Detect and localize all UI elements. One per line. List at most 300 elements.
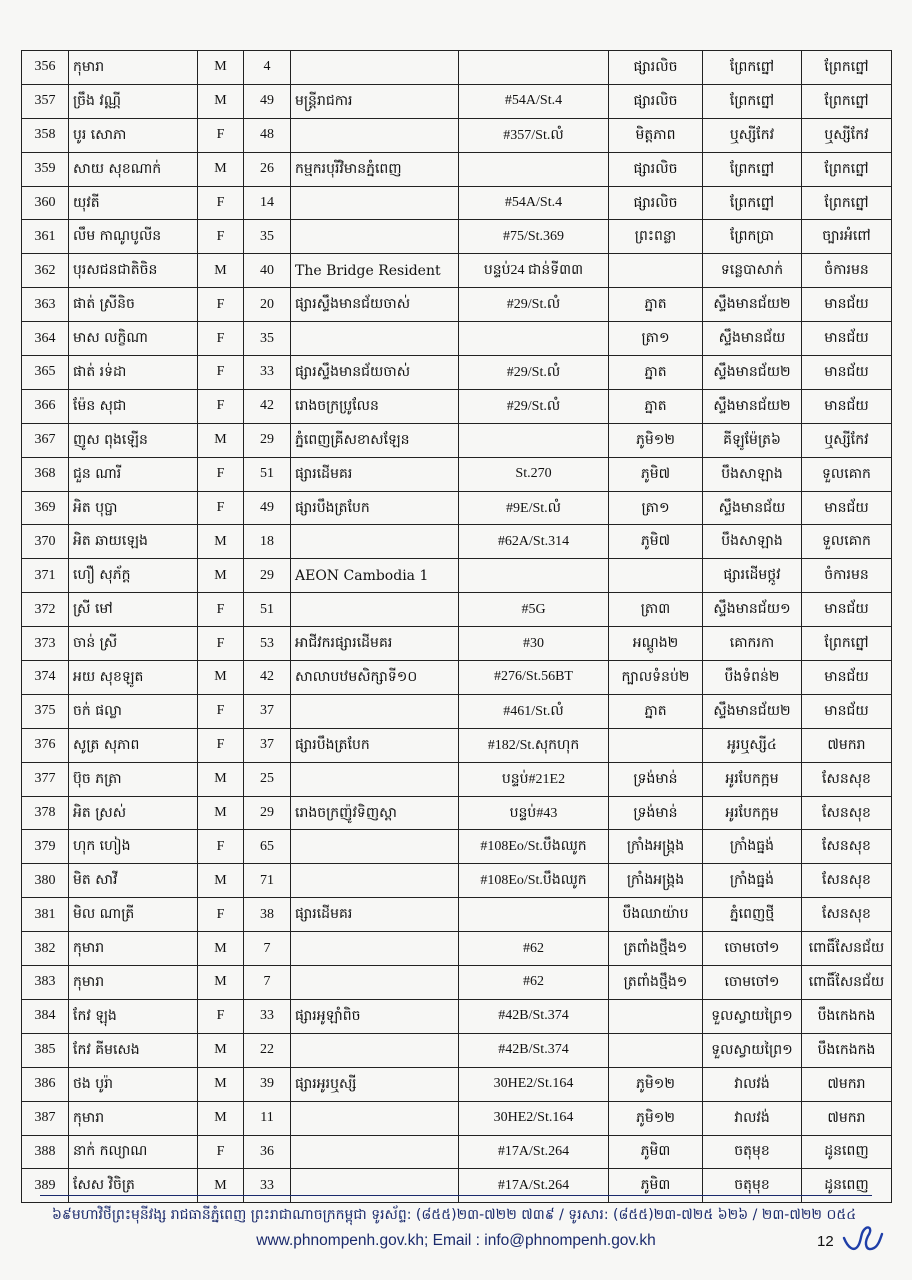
commune-cell: ទួលស្វាយព្រៃ១ [703,999,802,1033]
district-cell: ព្រែកព្នៅ [802,627,892,661]
commune-cell: ឬស្សីកែវ [703,118,802,152]
house-address-cell: #42B/St.374 [459,1033,609,1067]
age-cell: 18 [244,525,291,559]
person-name: កុមារា [69,51,198,85]
table-row [22,186,892,220]
sex-cell: M [198,864,244,898]
village-cell: ភូមិ១២ [609,423,703,457]
sex-cell: M [198,966,244,1000]
table-row [22,152,892,186]
commune-cell: ស្ទឹងមានជ័យ២ [703,288,802,322]
district-cell: ព្រែកព្នៅ [802,152,892,186]
age-cell: 42 [244,389,291,423]
sex-cell: F [198,491,244,525]
person-name: បុរសជនជាតិចិន [69,254,198,288]
village-cell: ទ្រង់មាន់ [609,762,703,796]
row-number: 370 [22,525,69,559]
workplace-cell: អាជីវករផ្សារដើមគរ [291,627,459,661]
age-cell: 14 [244,186,291,220]
table-row [22,762,892,796]
sex-cell: F [198,1135,244,1169]
sex-cell: F [198,627,244,661]
house-address-cell [459,322,609,356]
table-row [22,356,892,390]
person-name: កុមារា [69,1101,198,1135]
commune-cell: ទួលស្វាយព្រៃ១ [703,1033,802,1067]
sex-cell: M [198,423,244,457]
workplace-cell [291,1169,459,1203]
workplace-cell [291,593,459,627]
table-row [22,593,892,627]
row-number: 365 [22,356,69,390]
village-cell [609,254,703,288]
person-name: ស្រី មៅ [69,593,198,627]
person-name: លឹម កាណូបូលីន [69,220,198,254]
row-number: 383 [22,966,69,1000]
district-cell: មានជ័យ [802,694,892,728]
age-cell: 7 [244,932,291,966]
person-name: ចាន់ ស្រី [69,627,198,661]
person-name: មិត សាវី [69,864,198,898]
person-name: សូត្រ សុភាព [69,728,198,762]
workplace-cell [291,762,459,796]
village-cell: ផ្សារលិច [609,51,703,85]
table-row [22,932,892,966]
commune-cell: ក្រាំងធ្នង់ [703,830,802,864]
age-cell: 71 [244,864,291,898]
workplace-cell [291,186,459,220]
row-number: 373 [22,627,69,661]
village-cell: ព្រះពន្លា [609,220,703,254]
commune-cell: ព្រែកប្រា [703,220,802,254]
table-row [22,999,892,1033]
commune-cell: វាលវង់ [703,1101,802,1135]
village-cell: ភ្នាត [609,694,703,728]
house-address-cell: បន្ទប់#43 [459,796,609,830]
person-name: ផាត់ រទ់ដា [69,356,198,390]
table-row [22,84,892,118]
house-address-cell: 30HE2/St.164 [459,1067,609,1101]
age-cell: 39 [244,1067,291,1101]
district-cell: ចំការមន [802,559,892,593]
district-cell: មានជ័យ [802,356,892,390]
row-number: 362 [22,254,69,288]
workplace-cell: មន្ត្រីរាជការ [291,84,459,118]
person-name: ថង បូរ៉ា [69,1067,198,1101]
workplace-cell: ភ្នំពេញគ្រីសខាសឡែន [291,423,459,457]
person-name: បូរ សោភា [69,118,198,152]
house-address-cell: #29/St.លំ [459,356,609,390]
age-cell: 29 [244,559,291,593]
workplace-cell: ផ្សារដើមគរ [291,898,459,932]
person-name: ផាត់ ស្រីនិច [69,288,198,322]
district-cell: ទួលគោក [802,457,892,491]
handwritten-initial-mark [836,1218,886,1258]
table-row [22,1169,892,1203]
house-address-cell: #62A/St.314 [459,525,609,559]
table-row [22,254,892,288]
row-number: 376 [22,728,69,762]
table-row [22,423,892,457]
age-cell: 37 [244,728,291,762]
house-address-cell: St.270 [459,457,609,491]
village-cell: ភូមិ១២ [609,1067,703,1101]
person-name: ជួន ណារី [69,457,198,491]
sex-cell: M [198,762,244,796]
age-cell: 53 [244,627,291,661]
village-cell: ភ្នាត [609,356,703,390]
district-cell: ៧មករា [802,1067,892,1101]
sex-cell: M [198,932,244,966]
table-row [22,728,892,762]
age-cell: 11 [244,1101,291,1135]
district-cell: មានជ័យ [802,322,892,356]
house-address-cell: #17A/St.264 [459,1169,609,1203]
workplace-cell: ផ្សារស្ទឹងមានជ័យចាស់ [291,288,459,322]
person-name: ម៉ែន សុជា [69,389,198,423]
row-number: 372 [22,593,69,627]
commune-cell: ភ្នំពេញថ្មី [703,898,802,932]
house-address-cell [459,559,609,593]
table-row [22,51,892,85]
row-number: 361 [22,220,69,254]
table-row [22,559,892,593]
house-address-cell: #357/St.លំ [459,118,609,152]
person-name: អិត បុប្ផា [69,491,198,525]
village-cell: ភ្នាត [609,389,703,423]
table-row [22,830,892,864]
age-cell: 49 [244,491,291,525]
district-cell: ព្រែកព្នៅ [802,186,892,220]
workplace-cell [291,864,459,898]
table-row [22,898,892,932]
age-cell: 7 [244,966,291,1000]
commune-cell: ផ្សារដើមថ្កូវ [703,559,802,593]
village-cell: ក្បាលទំនប់២ [609,661,703,695]
age-cell: 25 [244,762,291,796]
district-cell: ៧មករា [802,1101,892,1135]
age-cell: 51 [244,593,291,627]
sex-cell: M [198,1101,244,1135]
village-cell: មិត្តភាព [609,118,703,152]
workplace-cell: ផ្សារអូឡាំពិច [291,999,459,1033]
village-cell: ទ្រង់មាន់ [609,796,703,830]
age-cell: 33 [244,356,291,390]
footer-address: ៦៩មហាវិថីព្រះមុនីវង្ស រាជធានីភ្នំពេញ ព្រះរាជាណាចក្រកម្ពុជា ទូរស័ព្ទ: (៨៥៥)២៣-៧២២ ៧៣៩ / ទូរសារ: (៨៥៥)២៣-៧២៥ ៦២៦ / ២៣-៧២២ ០៥៤ [52,1207,857,1223]
village-cell: ផ្សារលិច [609,186,703,220]
workplace-cell [291,830,459,864]
footer-divider [40,1195,872,1196]
sex-cell: F [198,457,244,491]
person-name: មាស លក្ខិណា [69,322,198,356]
workplace-cell: សាលាបឋមសិក្សាទី១០ [291,661,459,695]
district-cell: សែនសុខ [802,762,892,796]
age-cell: 20 [244,288,291,322]
person-name: អយ សុខឡូត [69,661,198,695]
district-cell: សែនសុខ [802,864,892,898]
workplace-cell: AEON Cambodia 1 [291,559,459,593]
district-cell: ឬស្សីកែវ [802,423,892,457]
age-cell: 37 [244,694,291,728]
village-cell [609,559,703,593]
district-cell: ព្រែកព្នៅ [802,84,892,118]
sex-cell: F [198,830,244,864]
district-cell: ៧មករា [802,728,892,762]
commune-cell: ចតុមុខ [703,1135,802,1169]
row-number: 374 [22,661,69,695]
person-name: ញូស ពុងឡើន [69,423,198,457]
person-name: ច្រឹង វណ្ណី [69,84,198,118]
table-row [22,457,892,491]
district-cell: មានជ័យ [802,491,892,525]
house-address-cell: #461/St.លំ [459,694,609,728]
village-cell: ភ្នាត [609,288,703,322]
village-cell: ភូមិ១២ [609,1101,703,1135]
workplace-cell [291,118,459,152]
commune-cell: ស្ទឹងមានជ័យ [703,491,802,525]
house-address-cell: #182/St.សុកហុក [459,728,609,762]
workplace-cell [291,966,459,1000]
age-cell: 38 [244,898,291,932]
sex-cell: M [198,559,244,593]
person-name: សែស វិចិត្រ [69,1169,198,1203]
row-number: 367 [22,423,69,457]
workplace-cell: កម្មករបុរីវិមានភ្នំពេញ [291,152,459,186]
age-cell: 40 [244,254,291,288]
sex-cell: M [198,796,244,830]
district-cell: សែនសុខ [802,796,892,830]
row-number: 369 [22,491,69,525]
sex-cell: M [198,661,244,695]
village-cell: ត្រពាំងថ្មឹង១ [609,966,703,1000]
commune-cell: ស្ទឹងមានជ័យ [703,322,802,356]
village-cell [609,999,703,1033]
row-number: 358 [22,118,69,152]
commune-cell: វាលវង់ [703,1067,802,1101]
table-row [22,1135,892,1169]
commune-cell: ចោមចៅ១ [703,966,802,1000]
row-number: 378 [22,796,69,830]
district-cell: ទួលគោក [802,525,892,559]
row-number: 360 [22,186,69,220]
sex-cell: F [198,694,244,728]
person-name: ហុក ហៀង [69,830,198,864]
village-cell: ផ្សារលិច [609,152,703,186]
row-number: 384 [22,999,69,1033]
house-address-cell: #29/St.លំ [459,389,609,423]
house-address-cell: #9E/St.លំ [459,491,609,525]
district-cell: សែនសុខ [802,830,892,864]
row-number: 363 [22,288,69,322]
person-name: កុមារា [69,932,198,966]
age-cell: 49 [244,84,291,118]
house-address-cell: បន្ទប់24 ជាន់ទី៣៣ [459,254,609,288]
sex-cell: F [198,322,244,356]
row-number: 357 [22,84,69,118]
house-address-cell: #276/St.56BT [459,661,609,695]
workplace-cell: រោងចក្រប្រូលែន [291,389,459,423]
commune-cell: គីឡូម៉ែត្រ៦ [703,423,802,457]
village-cell: ក្រាំងអង្រ្កង [609,864,703,898]
sex-cell: F [198,356,244,390]
house-address-cell: #108Eo/St.បឹងឈូក [459,830,609,864]
village-cell: ត្រា៣ [609,593,703,627]
sex-cell: M [198,1169,244,1203]
age-cell: 48 [244,118,291,152]
commune-cell: ព្រែកព្នៅ [703,152,802,186]
sex-cell: F [198,999,244,1033]
table-row [22,1101,892,1135]
commune-cell: ទន្លេបាសាក់ [703,254,802,288]
sex-cell: F [198,118,244,152]
age-cell: 33 [244,1169,291,1203]
district-cell: ព្រែកព្នៅ [802,51,892,85]
age-cell: 4 [244,51,291,85]
district-cell: ដូនពេញ [802,1135,892,1169]
age-cell: 33 [244,999,291,1033]
workplace-cell: ផ្សារអូរឬស្សី [291,1067,459,1101]
row-number: 382 [22,932,69,966]
commune-cell: ស្ទឹងមានជ័យ២ [703,694,802,728]
commune-cell: ចោមចៅ១ [703,932,802,966]
row-number: 356 [22,51,69,85]
table-row [22,1033,892,1067]
workplace-cell: រោងចក្រញ៉ូវទិញស្តា [291,796,459,830]
village-cell: ត្រា១ [609,491,703,525]
commune-cell: បឹងសាឡាង [703,457,802,491]
commune-cell: ព្រែកព្នៅ [703,51,802,85]
age-cell: 36 [244,1135,291,1169]
row-number: 366 [22,389,69,423]
district-cell: បឹងកេងកង [802,999,892,1033]
person-name: ប៊ុច ភត្រា [69,762,198,796]
village-cell: ភូមិ៧ [609,525,703,559]
row-number: 388 [22,1135,69,1169]
house-address-cell [459,898,609,932]
row-number: 381 [22,898,69,932]
commune-cell: គោករកា [703,627,802,661]
person-name: កុមារា [69,966,198,1000]
commune-cell: អូរបែកក្អម [703,762,802,796]
sex-cell: M [198,1067,244,1101]
age-cell: 42 [244,661,291,695]
age-cell: 65 [244,830,291,864]
workplace-cell: ផ្សារស្ទឹងមានជ័យចាស់ [291,356,459,390]
sex-cell: F [198,593,244,627]
village-cell: ភូមិ៣ [609,1135,703,1169]
house-address-cell: #30 [459,627,609,661]
workplace-cell: The Bridge Resident [291,254,459,288]
district-cell: ពោធិ៍សែនជ័យ [802,966,892,1000]
workplace-cell [291,1135,459,1169]
house-address-cell: #54A/St.4 [459,186,609,220]
workplace-cell: ផ្សារដើមគរ [291,457,459,491]
district-cell: មានជ័យ [802,661,892,695]
sex-cell: M [198,254,244,288]
house-address-cell: #75/St.369 [459,220,609,254]
sex-cell: F [198,389,244,423]
table-row [22,389,892,423]
person-name: អិត ស្រស់ [69,796,198,830]
table-row [22,118,892,152]
commune-cell: ស្ទឹងមានជ័យ១ [703,593,802,627]
house-address-cell [459,423,609,457]
sex-cell: F [198,220,244,254]
village-cell: ផ្សារលិច [609,84,703,118]
village-cell: ភូមិ៧ [609,457,703,491]
table-row [22,220,892,254]
district-cell: មានជ័យ [802,288,892,322]
village-cell: ត្រា១ [609,322,703,356]
person-name: នាក់ កល្យាណ [69,1135,198,1169]
village-cell: បឹងឈាយ៉ាប [609,898,703,932]
person-name: ចក់ ផល្លា [69,694,198,728]
house-address-cell: #29/St.លំ [459,288,609,322]
sex-cell: M [198,525,244,559]
house-address-cell: #42B/St.374 [459,999,609,1033]
district-cell: មានជ័យ [802,593,892,627]
age-cell: 35 [244,220,291,254]
district-cell: ពោធិ៍សែនជ័យ [802,932,892,966]
district-cell: មានជ័យ [802,389,892,423]
person-name: មិល ណាត្រី [69,898,198,932]
workplace-cell [291,51,459,85]
person-name: យុវតី [69,186,198,220]
commune-cell: បឹងទំពន់២ [703,661,802,695]
table-row [22,864,892,898]
footer-web-email: www.phnompenh.gov.kh; Email : info@phnompenh.gov.kh [256,1232,656,1249]
age-cell: 26 [244,152,291,186]
age-cell: 51 [244,457,291,491]
sex-cell: M [198,1033,244,1067]
table-row [22,966,892,1000]
commune-cell: អូរឬស្សី៤ [703,728,802,762]
records-table-body [22,51,892,1203]
sex-cell: M [198,84,244,118]
person-name: សាយ សុខណាក់ [69,152,198,186]
page-number: 12 [817,1233,834,1250]
person-name: ហឿ សុភ័ក្ត [69,559,198,593]
workplace-cell [291,220,459,254]
village-cell: ភូមិ៣ [609,1169,703,1203]
row-number: 389 [22,1169,69,1203]
sex-cell: F [198,898,244,932]
house-address-cell [459,51,609,85]
district-cell: បឹងកេងកង [802,1033,892,1067]
workplace-cell [291,525,459,559]
house-address-cell [459,152,609,186]
house-address-cell: #17A/St.264 [459,1135,609,1169]
workplace-cell [291,932,459,966]
row-number: 377 [22,762,69,796]
row-number: 359 [22,152,69,186]
district-cell: ដូនពេញ [802,1169,892,1203]
house-address-cell: 30HE2/St.164 [459,1101,609,1135]
village-cell: អណ្តូង២ [609,627,703,661]
row-number: 375 [22,694,69,728]
house-address-cell: #108Eo/St.បឹងឈូក [459,864,609,898]
workplace-cell: ផ្សារបឹងត្របែក [291,728,459,762]
person-name: អិត ឆាយឡេង [69,525,198,559]
row-number: 380 [22,864,69,898]
row-number: 364 [22,322,69,356]
row-number: 386 [22,1067,69,1101]
table-row [22,694,892,728]
sex-cell: F [198,728,244,762]
district-cell: ឬស្សីកែវ [802,118,892,152]
workplace-cell [291,1033,459,1067]
sex-cell: F [198,288,244,322]
